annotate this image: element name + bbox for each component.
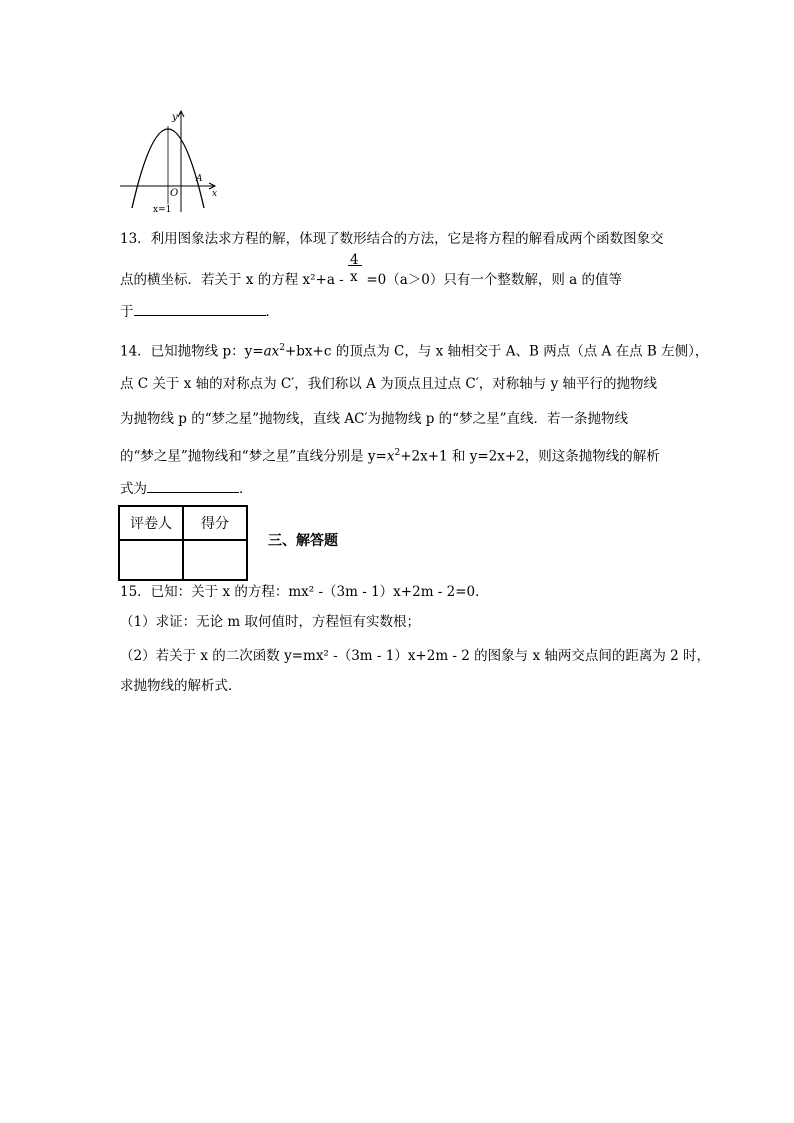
q14-line1: 14．已知抛物线 p：$y=ax^2+bx+c$ 的顶点为 C，与 x 轴相交于 A、B 两点（点 A 在点 B 左侧），: [120, 343, 709, 360]
q15-line3: （2）若关于 x 的二次函数 y=mx² -（3m - 1）x+2m - 2 的图象与 x 轴两交点间的距离为 2 时，: [120, 648, 711, 664]
score-cell-grader[interactable]: [119, 540, 183, 580]
answer-blank-14[interactable]: [147, 478, 239, 493]
q13-line1: 13．利用图象法求方程的解，体现了数形结合的方法，它是将方程的解看成两个函数图象交: [120, 231, 664, 247]
label-y: y: [172, 112, 178, 123]
label-x: x: [212, 189, 218, 199]
score-table: [118, 505, 248, 581]
q13-line3: 于 ．: [120, 301, 279, 322]
score-cell-score[interactable]: [183, 540, 247, 580]
fraction-4-over-x: $\frac{4}{x}$: [348, 264, 362, 284]
q14-line4: 的“梦之星”抛物线和“梦之星”直线分别是 $y=x^2+2x+1$ 和 y=2x+2，则这条抛物线的解析: [120, 448, 660, 465]
q14-line3: 为抛物线 p 的“梦之星”抛物线，直线 AC′为抛物线 p 的“梦之星”直线．若一条抛物线: [120, 411, 628, 427]
parabola-figure: [118, 108, 228, 216]
answer-blank-13[interactable]: [134, 301, 266, 316]
section-title: 三、解答题: [268, 533, 338, 549]
label-a: A: [196, 174, 203, 184]
q14-line2: 点 C 关于 x 轴的对称点为 C′，我们称以 A 为顶点且过点 C′，对称轴与 y 轴平行的抛物线: [120, 376, 658, 392]
q15-line4: 求抛物线的解析式．: [120, 678, 242, 694]
q13-line2: 点的横坐标．若关于 x 的方程 x²+a - $\frac{4}{x}$ =0（a＞0）只有一个整数解，则 a 的值等: [120, 252, 622, 288]
q15-line1: 15．已知：关于 x 的方程：mx² -（3m - 1）x+2m - 2=0．: [120, 584, 489, 600]
score-header-score: 得分: [183, 506, 247, 540]
q15-line2: （1）求证：无论 m 取何值时，方程恒有实数根；: [120, 614, 420, 630]
score-header-grader: 评卷人: [119, 506, 183, 540]
label-axis: x=1: [153, 205, 172, 215]
label-o: O: [170, 188, 179, 199]
q14-line5: 式为 ．: [120, 478, 253, 499]
